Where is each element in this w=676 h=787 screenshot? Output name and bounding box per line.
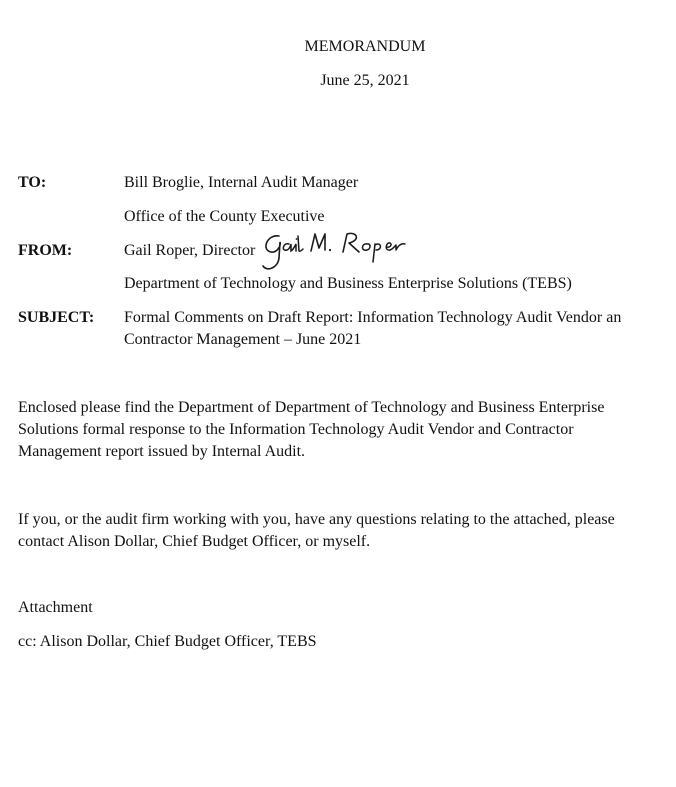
from-sender-name: Gail Roper, Director	[124, 242, 256, 259]
subject-line-1: Formal Comments on Draft Report: Information Technology Audit Vendor an	[124, 309, 622, 326]
from-label: FROM:	[18, 242, 73, 259]
subject-label: SUBJECT:	[18, 309, 95, 326]
memo-heading: MEMORANDUM	[304, 38, 426, 55]
to-label: TO:	[18, 174, 47, 191]
body-paragraph-1-line-3: Management report issued by Internal Audit.	[18, 443, 306, 460]
from-sender-department: Department of Technology and Business Enterprise Solutions (TEBS)	[124, 275, 572, 292]
subject-line-2: Contractor Management – June 2021	[124, 331, 362, 348]
body-paragraph-2-line-1: If you, or the audit firm working with you, have any questions relating to the attached, please	[18, 511, 615, 528]
body-paragraph-1-line-1: Enclosed please find the Department of Department of Technology and Business Enterprise	[18, 399, 605, 416]
cc-line: cc: Alison Dollar, Chief Budget Officer, TEBS	[18, 633, 317, 650]
memo-date: June 25, 2021	[320, 72, 410, 89]
to-recipient-name: Bill Broglie, Internal Audit Manager	[124, 174, 359, 191]
handwritten-signature	[259, 228, 429, 274]
body-paragraph-2-line-2: contact Alison Dollar, Chief Budget Officer, or myself.	[18, 533, 371, 550]
to-recipient-office: Office of the County Executive	[124, 208, 325, 225]
body-paragraph-1-line-2: Solutions formal response to the Information Technology Audit Vendor and Contractor	[18, 421, 574, 438]
attachment-note: Attachment	[18, 599, 93, 616]
